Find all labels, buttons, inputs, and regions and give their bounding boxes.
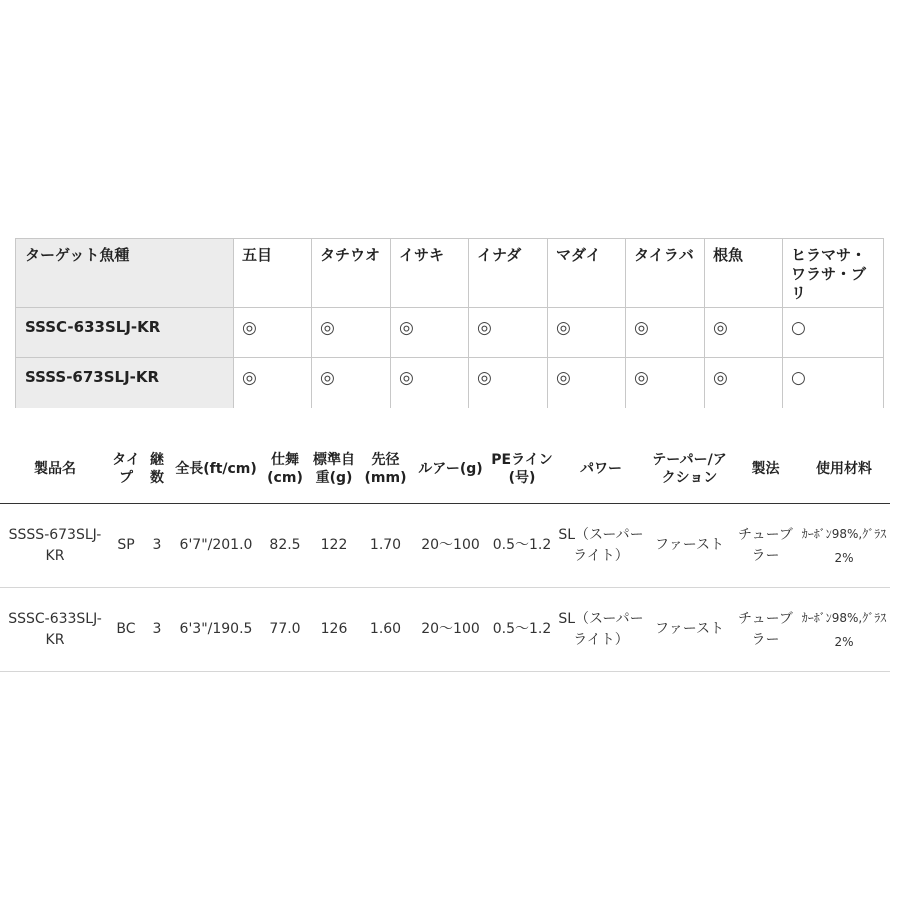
species-madai: マダイ bbox=[548, 239, 626, 308]
cell-type: BC bbox=[110, 588, 142, 672]
suitability-mark: ◎ bbox=[312, 358, 391, 408]
cell-length: 6'3"/190.5 bbox=[172, 588, 260, 672]
target-species-table bbox=[15, 238, 884, 408]
species-isaki: イサキ bbox=[391, 239, 469, 308]
suitability-mark: ◎ bbox=[469, 358, 548, 408]
species-negyo: 根魚 bbox=[705, 239, 783, 308]
header-tip-diameter: 先径(mm) bbox=[358, 437, 413, 504]
header-lure: ルアー(g) bbox=[413, 437, 488, 504]
suitability-mark: ◎ bbox=[312, 308, 391, 358]
header-taper: テーパー/アクション bbox=[646, 437, 733, 504]
suitability-mark: ◎ bbox=[469, 308, 548, 358]
header-pe-line: PEライン(号) bbox=[488, 437, 556, 504]
cell-power: SL（スーパーライト） bbox=[556, 504, 646, 588]
cell-material: ｶｰﾎﾞﾝ98%,ｸﾞﾗｽ2% bbox=[798, 504, 890, 588]
suitability-mark: ◎ bbox=[391, 358, 469, 408]
species-tairaba: タイラバ bbox=[626, 239, 705, 308]
spec-header-row bbox=[0, 437, 890, 504]
suitability-mark: ◎ bbox=[391, 308, 469, 358]
suitability-mark: ◎ bbox=[705, 358, 783, 408]
target-row-model: SSSS-673SLJ-KR bbox=[16, 358, 234, 408]
cell-product-name: SSSS-673SLJ-KR bbox=[0, 504, 110, 588]
target-row-model: SSSC-633SLJ-KR bbox=[16, 308, 234, 358]
suitability-mark: ◎ bbox=[705, 308, 783, 358]
cell-tip-diameter: 1.60 bbox=[358, 588, 413, 672]
target-row bbox=[16, 358, 884, 408]
species-hiramasa: ヒラマサ・ワラサ・ブリ bbox=[783, 239, 884, 308]
cell-power: SL（スーパーライト） bbox=[556, 588, 646, 672]
cell-taper: ファースト bbox=[646, 504, 733, 588]
cell-pe-line: 0.5～1.2 bbox=[488, 588, 556, 672]
target-header-row bbox=[16, 239, 884, 308]
table-row bbox=[0, 504, 890, 588]
suitability-mark: ◎ bbox=[626, 308, 705, 358]
header-product-name: 製品名 bbox=[0, 437, 110, 504]
header-construction: 製法 bbox=[733, 437, 798, 504]
header-length: 全長(ft/cm) bbox=[172, 437, 260, 504]
cell-material: ｶｰﾎﾞﾝ98%,ｸﾞﾗｽ2% bbox=[798, 588, 890, 672]
cell-weight: 126 bbox=[310, 588, 358, 672]
species-gomoku: 五目 bbox=[234, 239, 312, 308]
suitability-mark: ○ bbox=[783, 358, 884, 408]
cell-pe-line: 0.5～1.2 bbox=[488, 504, 556, 588]
header-pieces: 継数 bbox=[142, 437, 172, 504]
header-weight: 標準自重(g) bbox=[310, 437, 358, 504]
cell-construction: チューブラー bbox=[733, 504, 798, 588]
suitability-mark: ◎ bbox=[548, 358, 626, 408]
target-species-label: ターゲット魚種 bbox=[16, 239, 234, 308]
suitability-mark: ◎ bbox=[626, 358, 705, 408]
spec-table bbox=[0, 437, 890, 672]
suitability-mark: ○ bbox=[783, 308, 884, 358]
cell-closed-length: 82.5 bbox=[260, 504, 310, 588]
cell-lure: 20～100 bbox=[413, 588, 488, 672]
suitability-mark: ◎ bbox=[234, 358, 312, 408]
species-inada: イナダ bbox=[469, 239, 548, 308]
cell-construction: チューブラー bbox=[733, 588, 798, 672]
cell-taper: ファースト bbox=[646, 588, 733, 672]
cell-weight: 122 bbox=[310, 504, 358, 588]
cell-length: 6'7"/201.0 bbox=[172, 504, 260, 588]
cell-pieces: 3 bbox=[142, 504, 172, 588]
suitability-mark: ◎ bbox=[234, 308, 312, 358]
cell-product-name: SSSC-633SLJ-KR bbox=[0, 588, 110, 672]
cell-lure: 20～100 bbox=[413, 504, 488, 588]
cell-closed-length: 77.0 bbox=[260, 588, 310, 672]
cell-pieces: 3 bbox=[142, 588, 172, 672]
cell-type: SP bbox=[110, 504, 142, 588]
header-power: パワー bbox=[556, 437, 646, 504]
header-material: 使用材料 bbox=[798, 437, 890, 504]
cell-tip-diameter: 1.70 bbox=[358, 504, 413, 588]
header-type: タイプ bbox=[110, 437, 142, 504]
suitability-mark: ◎ bbox=[548, 308, 626, 358]
species-tachiuo: タチウオ bbox=[312, 239, 391, 308]
table-row bbox=[0, 588, 890, 672]
header-closed-length: 仕舞(cm) bbox=[260, 437, 310, 504]
target-row bbox=[16, 308, 884, 358]
